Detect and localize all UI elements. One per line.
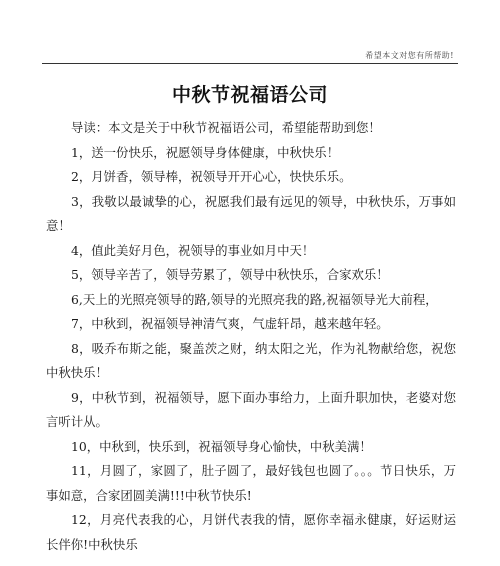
- greeting-paragraph: 9，中秋节到，祝福领导，愿下面办事给力，上面升职加快，老婆对您言听计从。: [46, 389, 456, 429]
- document-body: [46, 116, 456, 557]
- greeting-paragraph: 3，我敬以最诚挚的心，祝愿我们最有远见的领导，中秋快乐，万事如意！: [46, 193, 456, 233]
- header-note: 希望本文对您有所帮助!: [365, 51, 454, 60]
- greeting-paragraph: 7，中秋到，祝福领导神清气爽，气虚轩昂，越来越年轻。: [71, 316, 389, 331]
- greeting-paragraph: 12，月亮代表我的心，月饼代表我的情，愿你幸福永健康，好运财运长伴你!中秋快乐: [46, 512, 456, 552]
- intro-paragraph: 导读：本文是关于中秋节祝福语公司，希望能帮助到您！: [71, 120, 381, 135]
- document-title: 中秋节祝福语公司: [171, 84, 328, 106]
- greeting-paragraph: 5，领导辛苦了，领导劳累了，领导中秋快乐，合家欢乐！: [71, 267, 389, 282]
- greeting-paragraph: 1，送一份快乐，祝愿领导身体健康，中秋快乐！: [71, 144, 340, 160]
- greeting-paragraph: 10，中秋到，快乐到，祝福领导身心愉快，中秋美满！: [71, 438, 372, 454]
- greeting-paragraph: 8，吸乔布斯之能，聚盖茨之财，纳太阳之光，作为礼物献给您，祝您中秋快乐！: [46, 340, 456, 380]
- greeting-paragraph: 6,天上的光照亮领导的路,领导的光照亮我的路,祝福领导光大前程，: [71, 291, 438, 307]
- greeting-paragraph: 11，月圆了，家圆了，肚子圆了，最好钱包也圆了。。。节日快乐，万事如意，合家团圆美满!!!中秋节快乐!: [46, 463, 456, 503]
- header-divider: [42, 63, 458, 64]
- greeting-paragraph: 4，值此美好月色，祝领导的事业如月中天！: [71, 242, 315, 258]
- greeting-paragraph: 2，月饼香，领导棒，祝领导开开心心，快快乐乐。: [71, 169, 352, 184]
